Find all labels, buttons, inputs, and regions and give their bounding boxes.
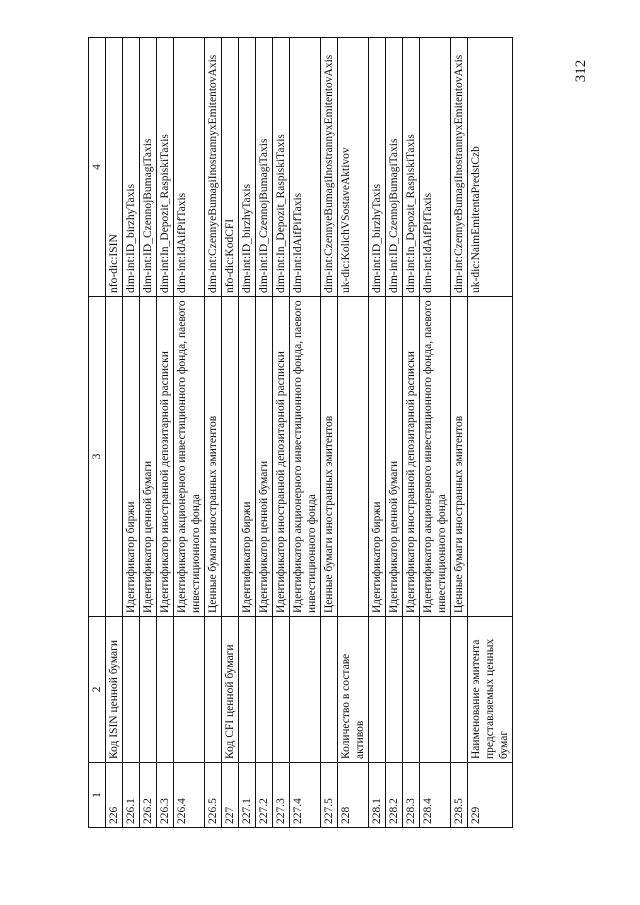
row-name-cell: Код CFI ценной бумаги	[222, 617, 239, 763]
row-description-cell: Идентификатор акционерного инвестиционного фонда, паевого инвестиционного фонда	[290, 297, 321, 617]
row-number-cell: 226.1	[123, 763, 140, 828]
table-row	[123, 38, 140, 828]
row-number-cell: 228.3	[403, 763, 420, 828]
row-description-cell: Идентификатор биржи	[123, 297, 140, 617]
page-number: 312	[573, 59, 589, 83]
row-number-cell: 226.2	[140, 763, 157, 828]
row-number-cell: 226.4	[174, 763, 205, 828]
row-code-cell: dim-int:ID_birzhyTaxis	[369, 38, 386, 297]
row-code-cell: dim-int:In_Depozit_RaspiskiTaxis	[403, 38, 420, 297]
row-name-cell: Количество в составе активов	[338, 617, 369, 763]
row-name-cell	[420, 617, 451, 763]
header-cell: 4	[89, 38, 106, 297]
table-row	[403, 38, 420, 828]
row-description-cell: Идентификатор акционерного инвестиционного фонда, паевого инвестиционного фонда	[174, 297, 205, 617]
row-number-cell: 226.5	[205, 763, 222, 828]
row-description-cell	[222, 297, 239, 617]
table-row	[174, 38, 205, 828]
header-cell: 2	[89, 617, 106, 763]
table-header-row	[89, 38, 106, 828]
row-code-cell: dim-int:ID_CzennojBumagiTaxis	[386, 38, 403, 297]
header-cell: 3	[89, 297, 106, 617]
row-description-cell: Ценные бумаги иностранных эмитентов	[321, 297, 338, 617]
row-name-cell	[273, 617, 290, 763]
header-cell: 1	[89, 763, 106, 828]
table-row	[420, 38, 451, 828]
table-row	[451, 38, 468, 828]
row-name-cell	[321, 617, 338, 763]
row-name-cell	[256, 617, 273, 763]
row-number-cell: 226	[106, 763, 123, 828]
row-code-cell: dim-int:ID_birzhyTaxis	[239, 38, 256, 297]
row-number-cell: 227.2	[256, 763, 273, 828]
row-code-cell: dim-int:IdAifPifTaxis	[290, 38, 321, 297]
row-name-cell	[123, 617, 140, 763]
row-name-cell	[239, 617, 256, 763]
row-code-cell: dim-int:IdAifPifTaxis	[420, 38, 451, 297]
row-name-cell	[369, 617, 386, 763]
row-name-cell	[205, 617, 222, 763]
row-name-cell	[174, 617, 205, 763]
row-description-cell: Идентификатор иностранной депозитарной расписки	[273, 297, 290, 617]
row-name-cell	[386, 617, 403, 763]
row-name-cell	[403, 617, 420, 763]
row-number-cell: 227	[222, 763, 239, 828]
row-code-cell: dim-int:In_Depozit_RaspiskiTaxis	[157, 38, 174, 297]
table-row	[321, 38, 338, 828]
row-number-cell: 227.3	[273, 763, 290, 828]
row-code-cell: dim-int:ID_CzennojBumagiTaxis	[256, 38, 273, 297]
row-number-cell: 227.1	[239, 763, 256, 828]
row-number-cell: 228.5	[451, 763, 468, 828]
row-description-cell: Идентификатор биржи	[239, 297, 256, 617]
row-code-cell: nfo-dic:ISIN	[106, 38, 123, 297]
row-code-cell: dim-int:ID_CzennojBumagiTaxis	[140, 38, 157, 297]
row-name-cell	[451, 617, 468, 763]
table-row	[256, 38, 273, 828]
row-code-cell: dim-int:CzennyeBumagiInostrannyxEmitentovAxis	[321, 38, 338, 297]
row-number-cell: 229	[468, 763, 513, 828]
table-row	[468, 38, 513, 828]
row-description-cell: Ценные бумаги иностранных эмитентов	[205, 297, 222, 617]
table-row	[369, 38, 386, 828]
row-description-cell: Идентификатор акционерного инвестиционного фонда, паевого инвестиционного фонда	[420, 297, 451, 617]
row-number-cell: 228.1	[369, 763, 386, 828]
table-row	[338, 38, 369, 828]
row-code-cell: dim-int:IdAifPifTaxis	[174, 38, 205, 297]
table-row	[273, 38, 290, 828]
table-row	[222, 38, 239, 828]
row-description-cell	[338, 297, 369, 617]
row-description-cell: Идентификатор ценной бумаги	[386, 297, 403, 617]
row-number-cell: 227.5	[321, 763, 338, 828]
row-name-cell: Код ISIN ценной бумаги	[106, 617, 123, 763]
row-name-cell	[290, 617, 321, 763]
row-number-cell: 228.4	[420, 763, 451, 828]
row-description-cell: Идентификатор биржи	[369, 297, 386, 617]
row-code-cell: uk-dic:KolichVSostaveAktivov	[338, 38, 369, 297]
row-name-cell	[140, 617, 157, 763]
row-description-cell	[106, 297, 123, 617]
table-row	[386, 38, 403, 828]
row-description-cell	[468, 297, 513, 617]
row-number-cell: 228	[338, 763, 369, 828]
row-code-cell: dim-int:ID_birzhyTaxis	[123, 38, 140, 297]
row-description-cell: Идентификатор ценной бумаги	[140, 297, 157, 617]
row-number-cell: 226.3	[157, 763, 174, 828]
table-row	[106, 38, 123, 828]
table-row	[157, 38, 174, 828]
row-code-cell: dim-int:In_Depozit_RaspiskiTaxis	[273, 38, 290, 297]
row-description-cell: Идентификатор иностранной депозитарной расписки	[403, 297, 420, 617]
row-description-cell: Идентификатор иностранной депозитарной расписки	[157, 297, 174, 617]
row-code-cell: nfo-dic:KodCFI	[222, 38, 239, 297]
table-row	[290, 38, 321, 828]
row-description-cell: Ценные бумаги иностранных эмитентов	[451, 297, 468, 617]
row-code-cell: dim-int:CzennyeBumagiInostrannyxEmitentovAxis	[205, 38, 222, 297]
row-description-cell: Идентификатор ценной бумаги	[256, 297, 273, 617]
data-table	[88, 37, 513, 828]
row-code-cell: dim-int:CzennyeBumagiInostrannyxEmitentovAxis	[451, 38, 468, 297]
rotated-page-content	[88, 38, 540, 828]
row-code-cell: uk-dic:NaimEmitentaPredstCzb	[468, 38, 513, 297]
row-number-cell: 227.4	[290, 763, 321, 828]
table-row	[239, 38, 256, 828]
row-name-cell: Наименование эмитента представляемых ценных бумаг	[468, 617, 513, 763]
row-number-cell: 228.2	[386, 763, 403, 828]
row-name-cell	[157, 617, 174, 763]
table-row	[205, 38, 222, 828]
table-row	[140, 38, 157, 828]
